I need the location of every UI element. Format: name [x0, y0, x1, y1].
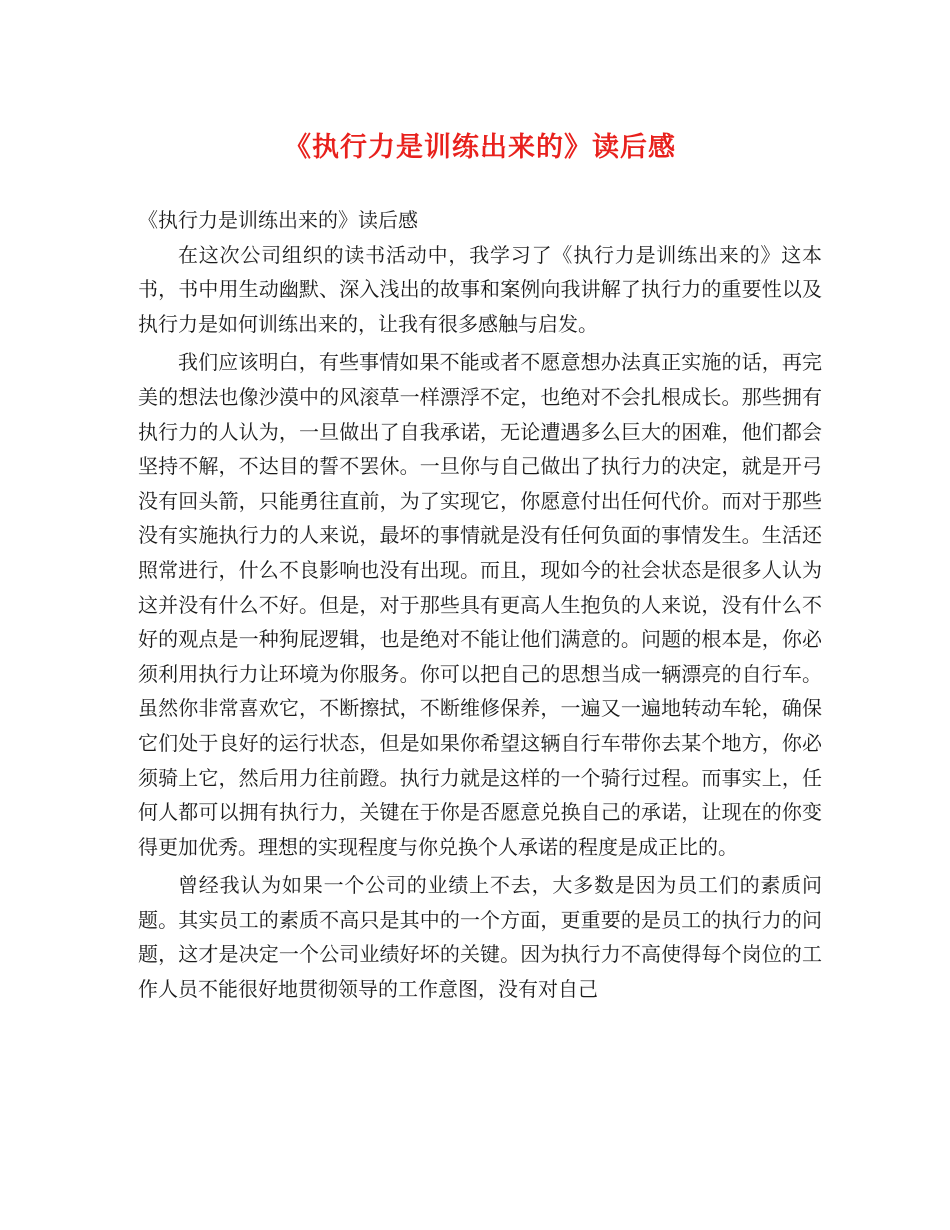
paragraph-3: 曾经我认为如果一个公司的业绩上不去，大多数是因为员工们的素质问题。其实员工的素质不高只是其中的一个方面，更重要的是员工的执行力的问题，这才是决定一个公司业绩好坏的关键。因为执行力不高使得每个岗位的工作人员不能很好地贯彻领导的工作意图，没有对自己 — [138, 873, 822, 1002]
paragraph-2: 我们应该明白，有些事情如果不能或者不愿意想办法真正实施的话，再完美的想法也像沙漠中的风滚草一样漂浮不定，也绝对不会扎根成长。那些拥有执行力的人认为，一旦做出了自我承诺，无论遭遇多么巨大的困难，他们都会坚持不解，不达目的誓不罢休。一旦你与自己做出了执行力的决定，就是开弓没有回头箭，只能勇往直前，为了实现它，你愿意付出任何代价。而对于那些没有实施执行力的人来说，最坏的事情就是没有任何负面的事情发生。生活还照常进行，什么不良影响也没有出现。而且，现如今的社会状态是很多人认为这并没有什么不好。但是，对于那些具有更高人生抱负的人来说，没有什么不好的观点是一种狗屁逻辑，也是绝对不能让他们满意的。问题的根本是，你必须利用执行力让环境为你服务。你可以把自己的思想当成一辆漂亮的自行车。虽然你非常喜欢它，不断擦拭，不断维修保养，一遍又一遍地转动车轮，确保它们处于良好的运行状态，但是如果你希望这辆自行车带你去某个地方，你必须骑上它，然后用力往前蹬。执行力就是这样的一个骑行过程。而事实上，任何人都可以拥有执行力，关键在于你是否愿意兑换自己的承诺，让现在的你变得更加优秀。理想的实现程度与你兑换个人承诺的程度是成正比的。 — [138, 350, 822, 859]
document-subtitle: 《执行力是训练出来的》读后感 — [138, 208, 418, 232]
document-title: 《执行力是训练出来的》读后感 — [284, 132, 676, 163]
document-body — [138, 203, 822, 1011]
paragraph-1: 在这次公司组织的读书活动中，我学习了《执行力是训练出来的》这本书，书中用生动幽默、深入浅出的故事和案例向我讲解了执行力的重要性以及执行力是如何训练出来的，让我有很多感触与启发。 — [138, 242, 822, 336]
